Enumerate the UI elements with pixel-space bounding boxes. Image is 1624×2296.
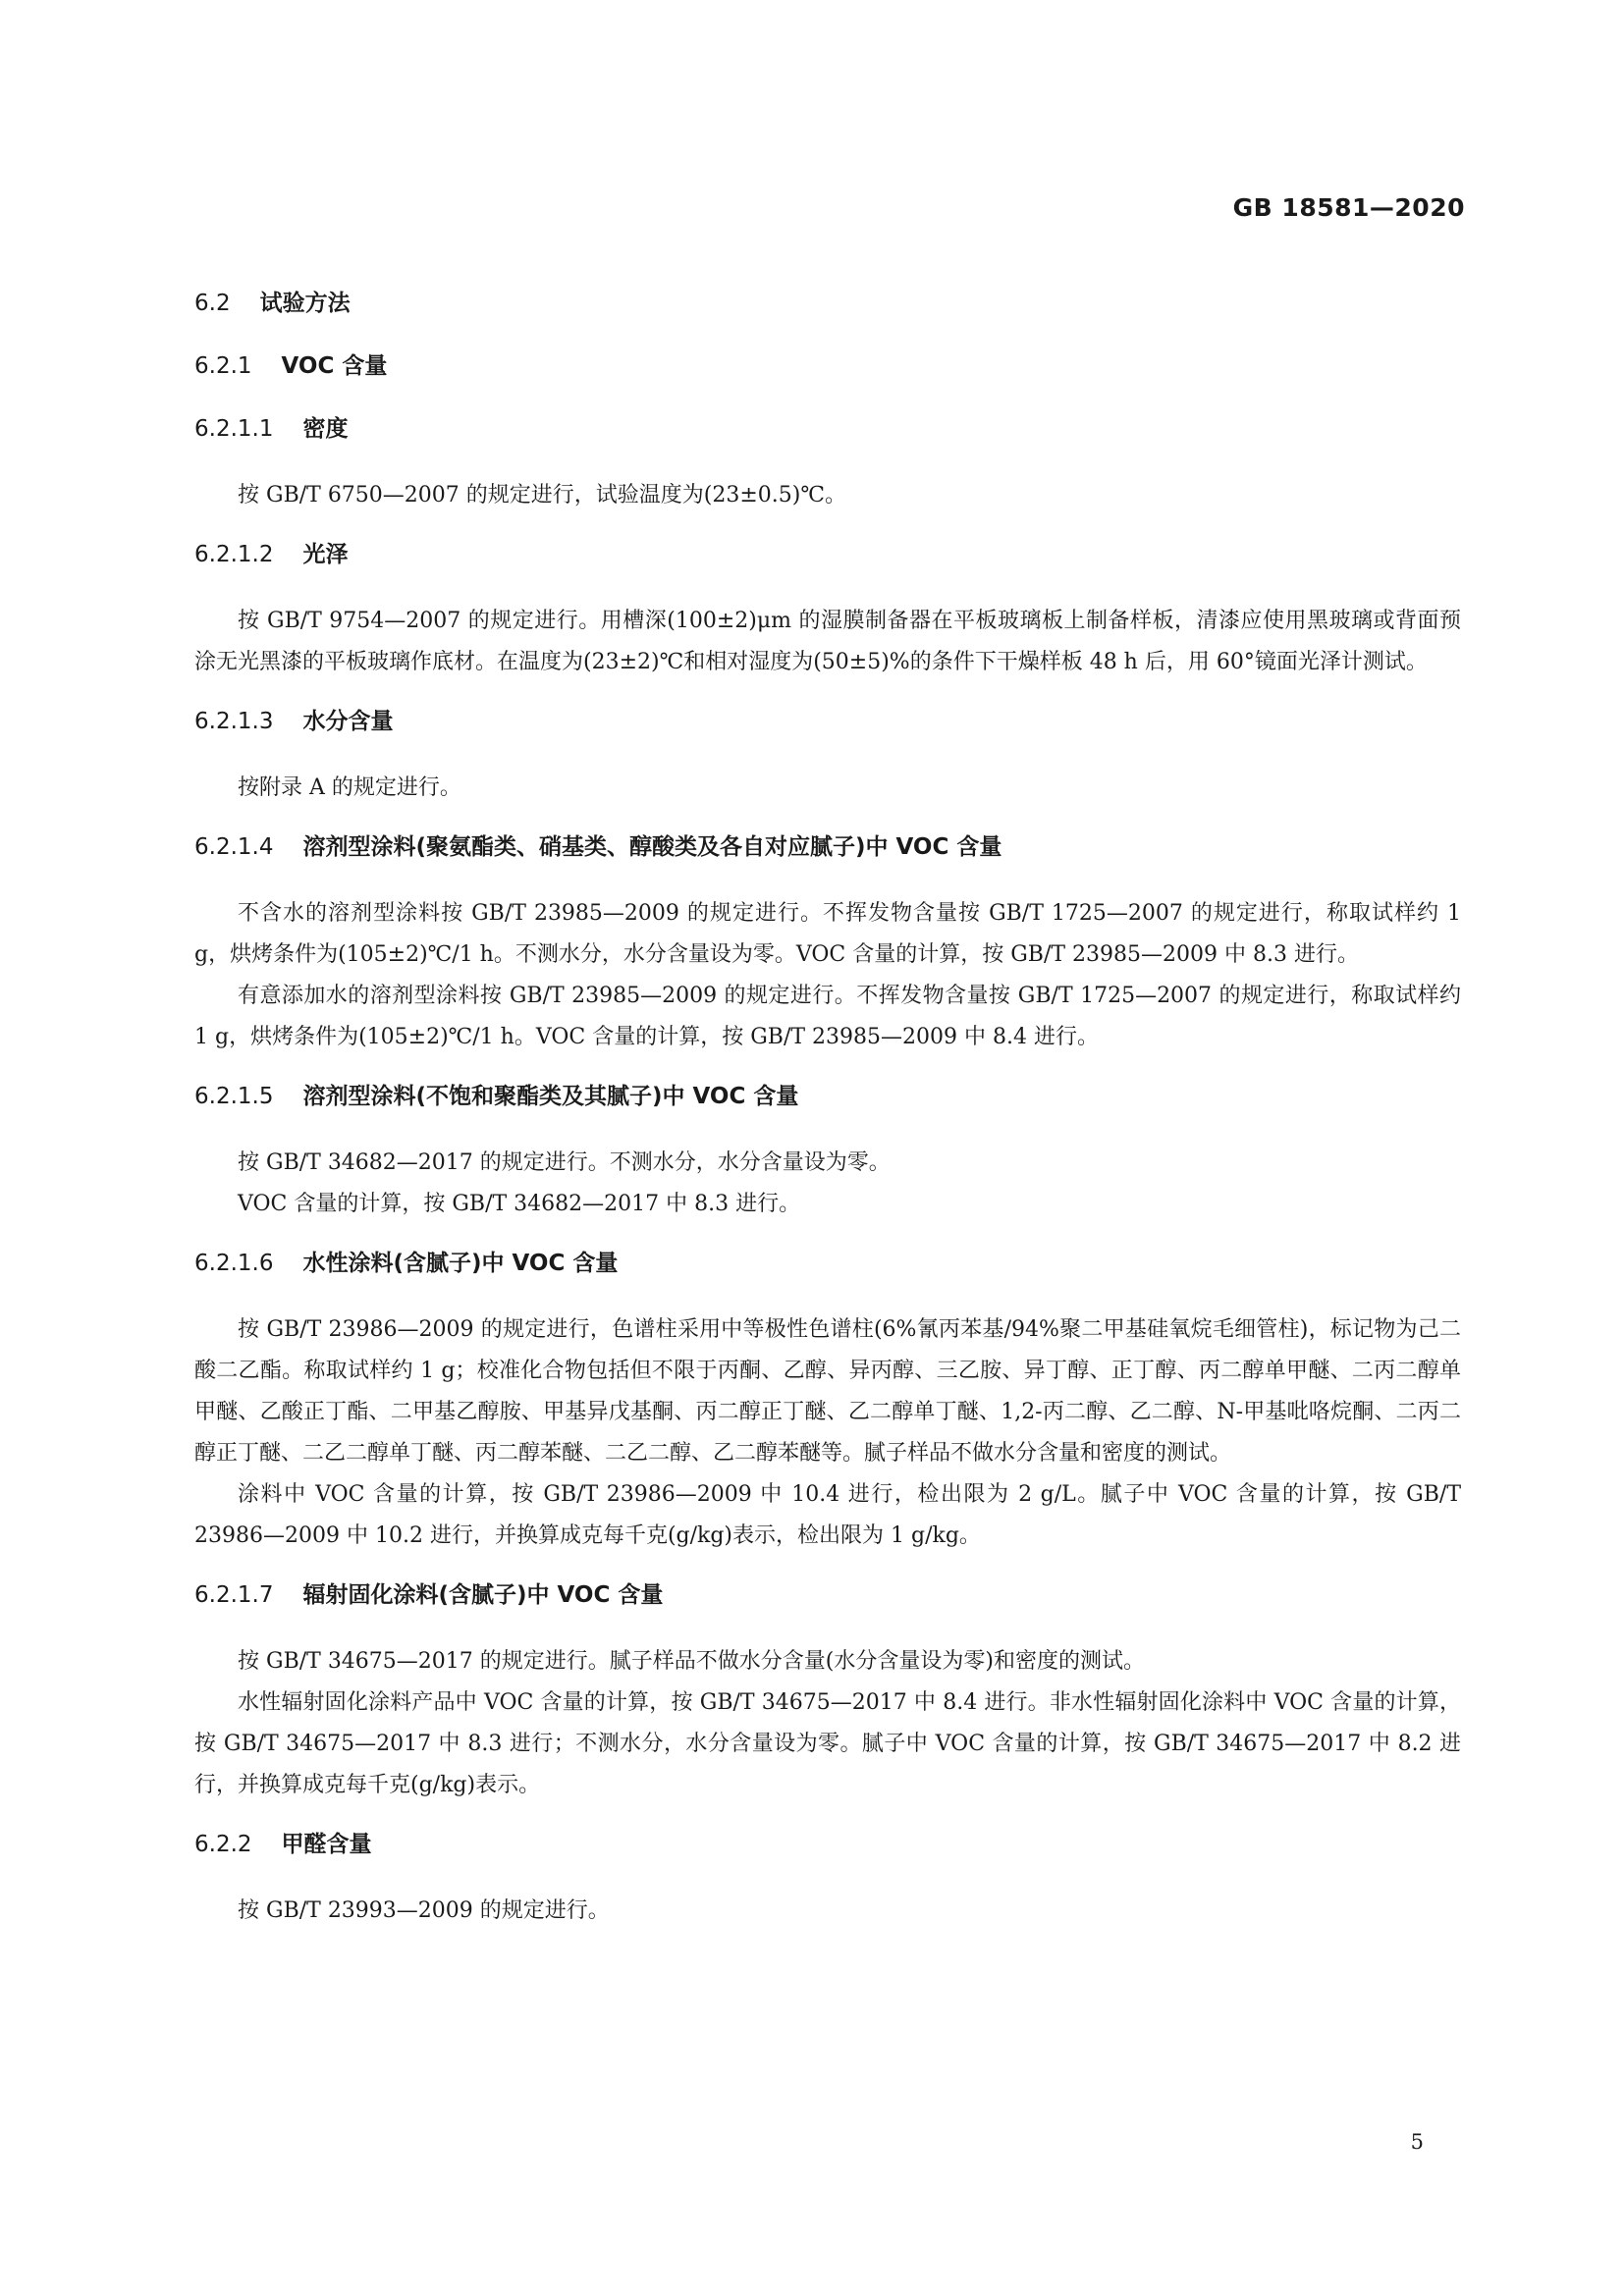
standard-code: GB 18581—2020: [1232, 193, 1465, 222]
section-heading: 6.2.1.5 溶剂型涂料(不饱和聚酯类及其腻子)中 VOC 含量: [194, 1084, 799, 1109]
paragraph: 水性辐射固化涂料产品中 VOC 含量的计算，按 GB/T 34675—2017 中 8.4 进行。非水性辐射固化涂料中 VOC 含量的计算，按 GB/T 34675—2017 中 8.3 进行；不测水分，水分含量设为零。腻子中 VOC 含量的计算，按 GB/T 34675—2017 中 8.2 进行，并换算成克每千克(g/kg)表示。: [194, 1690, 1461, 1797]
section-heading: 6.2.1.7 辐射固化涂料(含腻子)中 VOC 含量: [194, 1582, 664, 1608]
paragraph: 按 GB/T 9754—2007 的规定进行。用槽深(100±2)μm 的湿膜制备器在平板玻璃板上制备样板，清漆应使用黑玻璃或背面预涂无光黑漆的平板玻璃作底材。在温度为(23±2)℃和相对湿度为(50±5)%的条件下干燥样板 48 h 后，用 60°镜面光泽计测试。: [194, 609, 1461, 674]
section-heading: 6.2.2 甲醛含量: [194, 1832, 372, 1857]
section-heading: 6.2.1.1 密度: [194, 416, 349, 442]
document-body: [194, 287, 1461, 1953]
paragraph: 按 GB/T 23986—2009 的规定进行，色谱柱采用中等极性色谱柱(6%氰丙苯基/94%聚二甲基硅氧烷毛细管柱)，标记物为己二酸二乙酯。称取试样约 1 g；校准化合物包括但不限于丙酮、乙醇、异丙醇、三乙胺、异丁醇、正丁醇、丙二醇单甲醚、二丙二醇单甲醚、乙酸正丁酯、二甲基乙醇胺、甲基异戊基酮、丙二醇正丁醚、乙二醇单丁醚、1,2-丙二醇、乙二醇、N-甲基吡咯烷酮、二丙二醇正丁醚、二乙二醇单丁醚、丙二醇苯醚、二乙二醇、乙二醇苯醚等。腻子样品不做水分含量和密度的测试。: [194, 1317, 1461, 1466]
paragraph: VOC 含量的计算，按 GB/T 34682—2017 中 8.3 进行。: [238, 1192, 801, 1216]
paragraph: 按 GB/T 23993—2009 的规定进行。: [238, 1898, 610, 1923]
page-number: 5: [1410, 2130, 1424, 2154]
section-heading: 6.2.1.4 溶剂型涂料(聚氨酯类、硝基类、醇酸类及各自对应腻子)中 VOC 含量: [194, 834, 1002, 860]
paragraph: 有意添加水的溶剂型涂料按 GB/T 23985—2009 的规定进行。不挥发物含量按 GB/T 1725—2007 的规定进行，称取试样约 1 g，烘烤条件为(105±2)℃/1 h。VOC 含量的计算，按 GB/T 23985—2009 中 8.4 进行。: [194, 984, 1461, 1049]
section-heading: 6.2.1.3 水分含量: [194, 709, 394, 734]
paragraph: 涂料中 VOC 含量的计算，按 GB/T 23986—2009 中 10.4 进行，检出限为 2 g/L。腻子中 VOC 含量的计算，按 GB/T 23986—2009 中 10.2 进行，并换算成克每千克(g/kg)表示，检出限为 1 g/kg。: [194, 1482, 1461, 1548]
section-heading: 6.2.1.2 光泽: [194, 542, 349, 567]
paragraph: 按附录 A 的规定进行。: [238, 775, 461, 800]
section-heading: 6.2.1.6 水性涂料(含腻子)中 VOC 含量: [194, 1251, 619, 1276]
paragraph: 按 GB/T 6750—2007 的规定进行，试验温度为(23±0.5)℃。: [238, 483, 846, 507]
paragraph: 按 GB/T 34675—2017 的规定进行。腻子样品不做水分含量(水分含量设为零)和密度的测试。: [238, 1649, 1145, 1674]
paragraph: 按 GB/T 34682—2017 的规定进行。不测水分，水分含量设为零。: [238, 1150, 891, 1175]
section-heading: 6.2 试验方法: [194, 291, 351, 316]
paragraph: 不含水的溶剂型涂料按 GB/T 23985—2009 的规定进行。不挥发物含量按 GB/T 1725—2007 的规定进行，称取试样约 1 g，烘烤条件为(105±2)℃/1 h。不测水分，水分含量设为零。VOC 含量的计算，按 GB/T 23985—2009 中 8.3 进行。: [194, 901, 1461, 967]
section-heading: 6.2.1 VOC 含量: [194, 353, 388, 379]
